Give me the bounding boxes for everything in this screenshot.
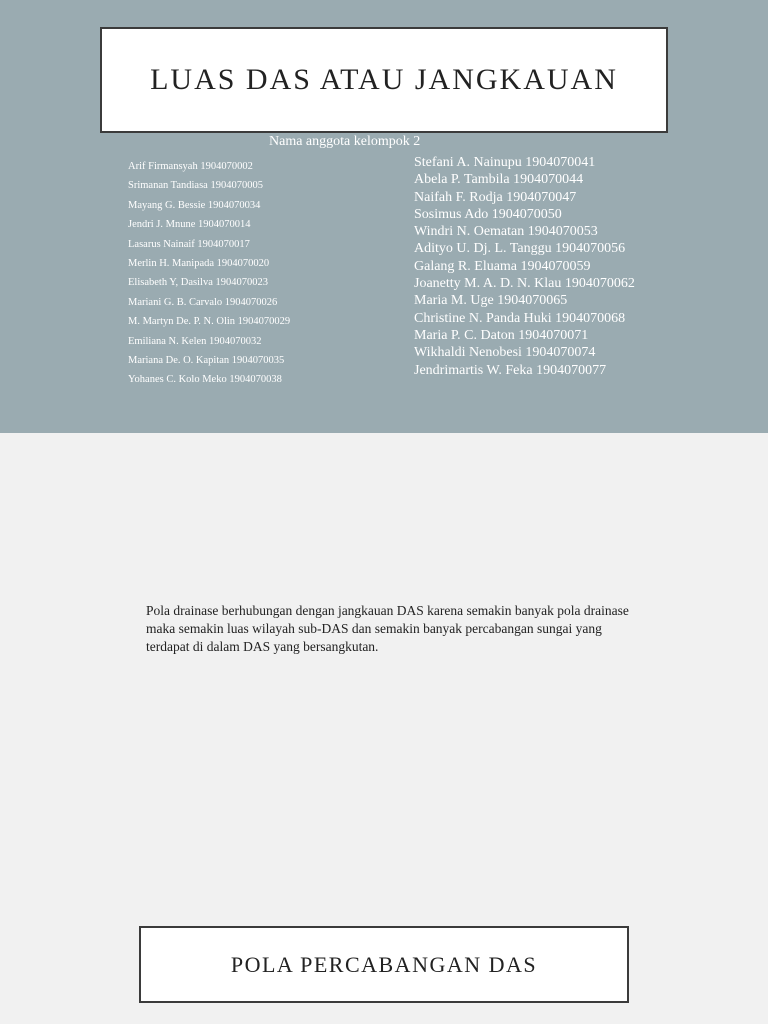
list-item: Joanetty M. A. D. N. Klau 1904070062 — [414, 276, 635, 292]
section-title: POLA PERCABANGAN DAS — [230, 951, 538, 977]
members-list-right — [414, 154, 649, 379]
list-item: Arif Firmansyah 1904070002 — [128, 161, 253, 172]
body-paragraph: Pola drainase berhubungan dengan jangkauan DAS karena semakin banyak pola drainase maka semakin luas wilayah sub-DAS dan semakin banyak percabangan sungai yang terdapat di dalam DAS yang bersangkutan. — [146, 603, 629, 654]
list-item: Jendrimartis W. Feka 1904070077 — [414, 362, 607, 378]
list-item: Adityo U. Dj. L. Tanggu 1904070056 — [414, 241, 626, 257]
list-item: Jendri J. Mnune 1904070014 — [128, 219, 251, 231]
list-item: Stefani A. Nainupu 1904070041 — [414, 155, 596, 170]
title-slide-panel — [0, 0, 768, 433]
list-item: Wikhaldi Nenobesi 1904070074 — [414, 345, 596, 361]
slide-title-box — [100, 27, 668, 133]
list-item: Windri N. Oematan 1904070053 — [414, 224, 598, 240]
list-item: Lasarus Nainaif 1904070017 — [128, 238, 250, 250]
list-item: Srimanan Tandiasa 1904070005 — [128, 180, 263, 192]
slide-title: LUAS DAS ATAU JANGKAUAN — [150, 63, 618, 96]
list-item: Yohanes C. Kolo Meko 1904070038 — [128, 374, 282, 386]
list-item: Maria M. Uge 1904070065 — [414, 293, 568, 309]
members-heading: Nama anggota kelompok 2 — [269, 134, 421, 149]
list-item: Mayang G. Bessie 1904070034 — [128, 199, 261, 211]
list-item: Emiliana N. Kelen 1904070032 — [128, 335, 262, 347]
list-item: Elisabeth Y, Dasilva 1904070023 — [128, 277, 268, 289]
list-item: M. Martyn De. P. N. Olin 1904070029 — [128, 316, 291, 328]
list-item: Mariana De. O. Kapitan 1904070035 — [128, 355, 285, 367]
list-item: Mariani G. B. Carvalo 1904070026 — [128, 296, 278, 308]
list-item: Naifah F. Rodja 1904070047 — [414, 189, 577, 205]
list-item: Maria P. C. Daton 1904070071 — [414, 327, 589, 343]
list-item: Abela P. Tambila 1904070044 — [414, 172, 584, 188]
section-title-box — [139, 926, 629, 1003]
list-item: Merlin H. Manipada 1904070020 — [128, 258, 270, 270]
members-list-left — [128, 157, 290, 390]
list-item: Sosimus Ado 1904070050 — [414, 206, 562, 222]
list-item: Christine N. Panda Huki 1904070068 — [414, 310, 626, 326]
list-item: Galang R. Eluama 1904070059 — [414, 258, 591, 274]
